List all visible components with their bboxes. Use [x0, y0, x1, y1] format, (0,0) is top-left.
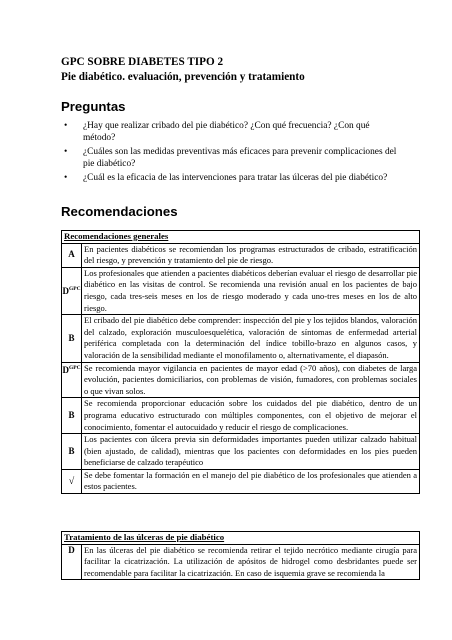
recommendation-text: Se recomienda proporcionar educación sobre los cuidados del pie diabético, dentro de un programa educativo estructurado con múltiples componentes, con el objetivo de mejorar el conocimiento, fomentar el autocuidado y reducir el riesgo de complicaciones.	[82, 398, 420, 434]
evidence-level: B	[62, 315, 82, 362]
questions-heading: Preguntas	[61, 99, 126, 114]
table-row	[62, 315, 420, 362]
table-row	[62, 398, 420, 434]
recommendation-text: Los pacientes con úlcera previa sin deformidades importantes pueden utilizar calzado habitual (bien ajustado, de calidad), mientras que los pacientes con deformidades en los pies pueden beneficiarse de calzado terapéutico	[82, 434, 420, 470]
document-title: GPC SOBRE DIABETES TIPO 2	[61, 56, 224, 68]
recommendation-text: El cribado del pie diabético debe comprender: inspección del pie y los tejidos blandos, valoración del calzado, exploración musculoesquelética, valoración de síntomas de enfermedad arterial periférica completada con la determinación del índice tobillo-brazo en algunos casos, y valoración de la sensibilidad mediante el monofilamento o, alternativamente, el diapasón.	[82, 315, 420, 362]
evidence-level: $D^{GPC}$	[62, 362, 82, 398]
general-recommendations-table	[61, 230, 420, 494]
table-row	[62, 544, 420, 580]
table-title: Tratamiento de las úlceras de pie diabético	[62, 532, 420, 545]
table-row	[62, 243, 420, 267]
question-item	[61, 120, 401, 144]
question-text: ¿Hay que realizar cribado del pie diabético? ¿Con qué frecuencia? ¿Con qué método?	[83, 121, 370, 143]
document-subtitle: Pie diabético. evaluación, prevención y tratamiento	[61, 71, 305, 83]
table-row	[62, 267, 420, 314]
recommendation-text: Se recomienda mayor vigilancia en pacientes de mayor edad (>70 años), con diabetes de larga evolución, pacientes domiciliarios, con problemas de visión, fumadores, con problemas sociales o que vivan solos.	[82, 362, 420, 398]
evidence-level: D	[62, 544, 82, 580]
recommendations-heading: Recomendaciones	[61, 204, 178, 219]
table-row	[62, 362, 420, 398]
evidence-level: B	[62, 398, 82, 434]
questions-list	[61, 120, 401, 186]
evidence-level	[62, 469, 82, 493]
recommendation-text: Los profesionales que atienden a pacientes diabéticos deberían evaluar el riesgo de desarrollar pie diabético en las visitas de control. Se recomienda una revisión anual en los pacientes de bajo riesgo, cada tres-seis meses en los de riesgo moderado y cada uno-tres meses en los de alto riesgo.	[82, 267, 420, 314]
question-text: ¿Cuál es la eficacia de las intervenciones para tratar las úlceras del pie diabético?	[83, 173, 388, 183]
ulcer-treatment-table	[61, 531, 420, 580]
evidence-level: B	[62, 434, 82, 470]
table-row	[62, 469, 420, 493]
question-text: ¿Cuáles son las medidas preventivas más eficaces para prevenir complicaciones del pie diabético?	[83, 147, 397, 169]
table-title: Recomendaciones generales	[62, 231, 420, 244]
table-row	[62, 434, 420, 470]
recommendation-text: En las úlceras del pie diabético se recomienda retirar el tejido necrótico mediante cirugía para facilitar la cicatrización. La utilización de apósitos de hidrogel como desbridantes puede ser recomendable para facilitar la cicatrización. En caso de isquemia grave se recomienda la	[82, 544, 420, 580]
recommendation-text: En pacientes diabéticos se recomiendan los programas estructurados de cribado, estratificación del riesgo, y prevención y tratamiento del pie de riesgo.	[82, 243, 420, 267]
question-item	[61, 146, 401, 170]
bullet-icon: •	[64, 173, 68, 183]
check-icon: √	[68, 475, 75, 487]
evidence-level: A	[62, 243, 82, 267]
recommendation-text: Se debe fomentar la formación en el manejo del pie diabético de los profesionales que atienden a estos pacientes.	[82, 469, 420, 493]
evidence-level: $D^{GPC}$	[62, 267, 82, 314]
question-item	[61, 172, 401, 184]
bullet-icon: •	[64, 147, 68, 157]
bullet-icon: •	[64, 121, 68, 131]
